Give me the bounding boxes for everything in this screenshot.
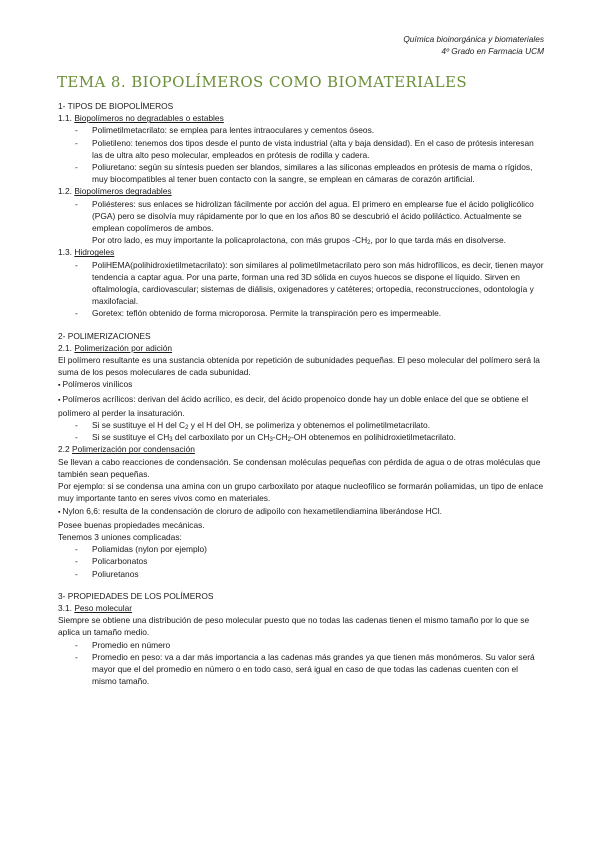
paragraph: El polímero resultante es una sustancia obtenida por repetición de subunidades pequeñas. El peso molecular del polímero será la suma de los pesos moleculares de cada subunidad. <box>58 355 540 378</box>
paragraph: Por ejemplo: si se condensa una amina con un grupo carboxilato por ataque nucleofílico se formarán poliamidas, un tipo de enlace muy importante tanto en seres vivos como en materiales. <box>58 481 544 504</box>
subsection-number: 1.3. <box>58 247 72 258</box>
list-item: - Poliésteres: sus enlaces se hidrolizan fácilmente por acción del agua. El primero en emplearse fue el ácido poliglicólico (PGA) pero se disolvía muy rápidamente por lo que en los años 80 se descubrió el ácido poliláctico. Actualmente se emplean copolímeros de ambos. <box>58 198 544 235</box>
section-heading: 2- POLIMERIZACIONES <box>58 330 151 341</box>
text-run: del carboxilato por un CH <box>172 432 270 443</box>
document-body <box>58 100 544 687</box>
bullet-item <box>58 378 544 392</box>
subsection-title: Polimerización por adición <box>74 342 173 353</box>
running-header <box>403 33 544 57</box>
header-grade: 4º Grado en Farmacia UCM <box>441 46 544 56</box>
paragraph: Se llevan a cabo reacciones de condensación. Se condensan moléculas pequeñas con pérdida de agua o de otras moléculas que también sean pequeñas. <box>58 456 541 479</box>
subsection-heading <box>58 602 544 614</box>
bullet-item <box>58 393 544 419</box>
text-run: Polímeros vinílicos <box>62 379 133 390</box>
subsection-title: Peso molecular <box>74 602 133 613</box>
subsection-heading <box>58 185 544 197</box>
list-item-continuation <box>58 234 544 246</box>
text-run: Polímeros acrílicos: derivan del ácido acrílico, es decir, del ácido propenoico donde hay un doble enlace del que se obtiene el polímero al perder la insaturación. <box>58 393 529 418</box>
text-run: , por lo que tarda más en disolverse. <box>370 235 506 246</box>
text-run: Nylon 6,6: resulta de la condensación de cloruro de adipoílo con hexametilendiamina liberándose HCl. <box>62 505 442 516</box>
subsection-title: Hidrogeles <box>74 247 115 258</box>
chapter-title: TEMA 8. BIOPOLÍMEROS COMO BIOMATERIALES <box>57 73 468 91</box>
bullet-item <box>58 505 544 519</box>
list-item: - Goretex: teflón obtenido de forma microporosa. Permite la transpiración pero es impermeable. <box>58 307 544 319</box>
paragraph: Posee buenas propiedades mecánicas. <box>58 519 205 530</box>
list-item: - Poliuretanos <box>58 568 544 580</box>
subsection-heading <box>58 246 544 258</box>
list-item: - Policarbonatos <box>58 555 544 567</box>
subsection-number: 3.1. <box>58 602 72 613</box>
list-item: - Poliamidas (nylon por ejemplo) <box>58 543 544 555</box>
text-run: -OH obtenemos en polihidroxietilmetacrilato. <box>291 432 456 443</box>
subscript: 3 <box>169 437 173 444</box>
list-item: - Poliuretano: según su síntesis pueden ser blandos, similares a las siliconas empleados en prótesis de mama o rígidos, muy biocompatibles al tener buen contacto con la sangre, se emplean en cámaras de corazón artificial. <box>58 161 544 185</box>
subsection-heading <box>58 112 544 124</box>
list-item: - Polietileno: tenemos dos tipos desde el punto de vista industrial (alta y baja densidad). En el caso de prótesis interesan las de ultra alto peso molecular, empleados en prótesis de rodilla y cadera. <box>58 137 544 161</box>
subscript: 3 <box>269 437 273 444</box>
subsection-title: Biopolímeros degradables <box>74 186 172 197</box>
list-item: - Promedio en peso: va a dar más importancia a las cadenas más grandes ya que tienen más monómeros. Su valor será mayor que el del promedio en número o en todo caso, será igual en caso de que todas las cadenas cuenten con el mismo tamaño. <box>58 651 544 688</box>
subsection-number: 1.1. <box>58 113 72 124</box>
section-heading: 3- PROPIEDADES DE LOS POLÍMEROS <box>58 590 214 601</box>
text-run: y el H del OH, se polimeriza y obtenemos el polimetilmetacrilato. <box>188 420 431 431</box>
list-item: - Polimetilmetacrilato: se emplea para lentes intraoculares y cementos óseos. <box>58 124 544 136</box>
paragraph: Siempre se obtiene una distribución de peso molecular puesto que no todas las cadenas tienen el mismo tamaño por lo que se aplica un tamaño medio. <box>58 615 530 638</box>
section-heading: 1- TIPOS DE BIOPOLÍMEROS <box>58 101 174 111</box>
subsection-title: Biopolímeros no degradables o estables <box>74 113 224 124</box>
text-run: -CH <box>272 432 288 443</box>
list-item: - PoliHEMA(polihidroxietilmetacrilato): son similares al polimetilmetacrilato pero son más hidrofílicos, es decir, tienen mayor tendencia a captar agua. Por una parte, forman una red 3D sólida en cuyos huecos se dispone el líquido. Sirven en oftalmología, cardiovascular; sistemas de diálisis, oxigenadores y catéteres; ortopedia, reconstrucciones, odontología y maxilofacial. <box>58 259 544 308</box>
text-run: Si se sustituye el H del C <box>92 420 186 431</box>
subsection-heading <box>58 443 544 455</box>
list-item <box>58 419 544 431</box>
subsection-number: 1.2. <box>58 186 72 197</box>
subsection-title: Polimerización por condensación <box>71 444 195 455</box>
header-course: Química bioinorgánica y biomateriales <box>403 34 544 44</box>
subsection-heading <box>58 342 544 354</box>
subscript: 2 <box>367 240 371 247</box>
list-item: - Promedio en número <box>58 639 544 651</box>
text-run: Si se sustituye el CH <box>92 432 170 443</box>
text-run: Por otro lado, es muy importante la policaprolactona, con más grupos -CH <box>92 235 368 246</box>
subsection-number: 2.2 <box>58 444 70 455</box>
subscript: 2 <box>287 437 292 444</box>
list-item <box>58 431 544 443</box>
paragraph: Tenemos 3 uniones complicadas: <box>58 531 182 542</box>
subscript: 2 <box>185 425 189 432</box>
subsection-number: 2.1. <box>58 342 72 353</box>
